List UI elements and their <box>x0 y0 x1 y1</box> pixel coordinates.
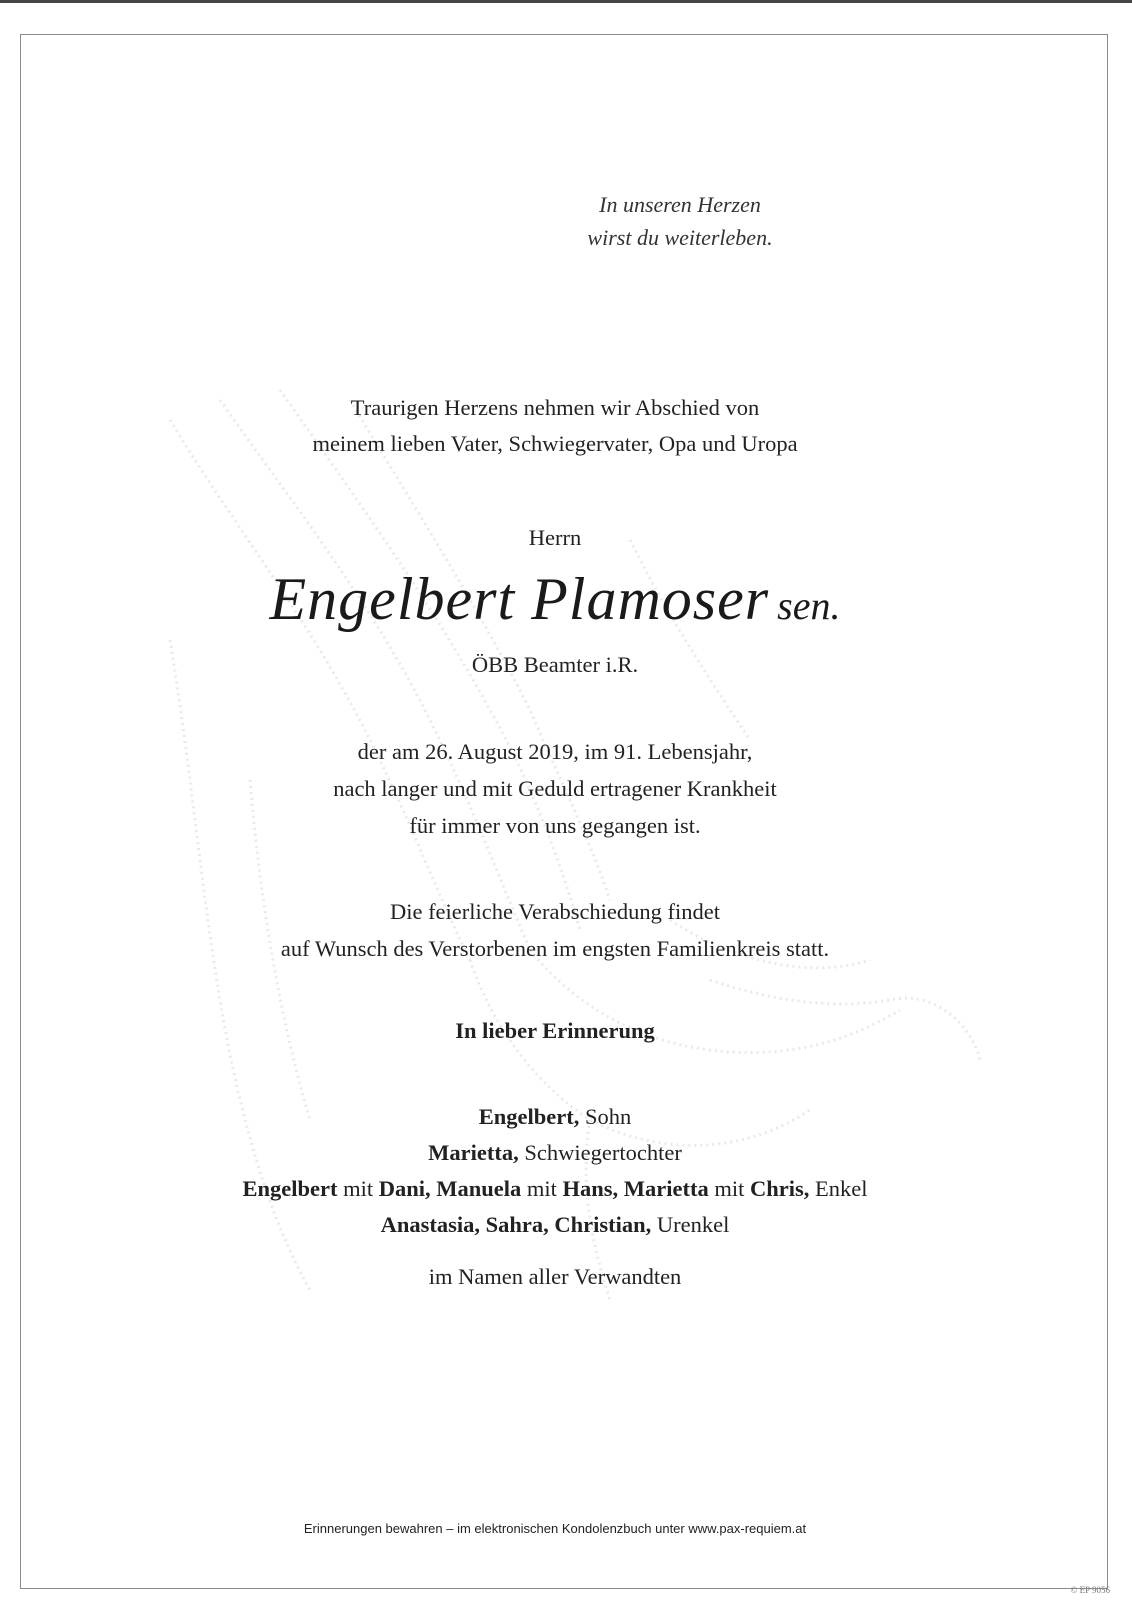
family-row-son <box>0 1099 1110 1135</box>
family-connector: mit <box>337 1176 379 1201</box>
family-role: Enkel <box>809 1176 868 1201</box>
deceased-name-suffix: sen. <box>777 583 841 628</box>
ceremony-notice <box>0 893 1110 967</box>
intro-line-2: meinem lieben Vater, Schwiegervater, Opa und Uropa <box>312 431 798 456</box>
family-name: Engelbert, <box>478 1104 580 1129</box>
family-name: Engelbert <box>242 1176 338 1201</box>
closing-line: im Namen aller Verwandten <box>428 1264 682 1289</box>
family-role: Schwiegertochter <box>518 1140 682 1165</box>
motto-line-2: wirst du weiterleben. <box>587 225 773 250</box>
ceremony-line-1: Die feierliche Verabschiedung findet <box>389 899 721 924</box>
print-code: © EP 9056 <box>1070 1585 1110 1595</box>
family-row-grandchildren <box>0 1171 1110 1207</box>
family-name: Anastasia, Sahra, Christian, <box>380 1212 652 1237</box>
family-name: Marietta, <box>428 1140 519 1165</box>
intro-text <box>0 390 1110 462</box>
deceased-name <box>0 565 1110 634</box>
family-list <box>0 1099 1110 1243</box>
death-notice <box>0 733 1110 844</box>
salutation: Herrn <box>528 525 582 550</box>
family-connector: mit <box>521 1176 563 1201</box>
family-row-daughter-in-law <box>0 1135 1110 1171</box>
deceased-full-name: Engelbert Plamoser <box>269 566 770 632</box>
family-row-great-grandchildren <box>0 1207 1110 1243</box>
family-name: Dani, Manuela <box>378 1176 522 1201</box>
intro-line-1: Traurigen Herzens nehmen wir Abschied von <box>350 395 760 420</box>
family-name: Chris, <box>750 1176 810 1201</box>
footer-note: Erinnerungen bewahren – im elektronischen Kondolenzbuch unter www.pax-requiem.at <box>303 1521 807 1536</box>
death-line-1: der am 26. August 2019, im 91. Lebensjahr, <box>357 739 753 764</box>
top-rule <box>0 0 1132 3</box>
memory-heading: In lieber Erinnerung <box>455 1018 655 1043</box>
motto-quote <box>560 188 800 254</box>
motto-line-1: In unseren Herzen <box>599 192 761 217</box>
family-role: Urenkel <box>651 1212 730 1237</box>
family-connector: mit <box>708 1176 751 1201</box>
family-name: Hans, Marietta <box>562 1176 709 1201</box>
ceremony-line-2: auf Wunsch des Verstorbenen im engsten Familienkreis statt. <box>280 936 830 961</box>
deceased-occupation: ÖBB Beamter i.R. <box>471 652 639 677</box>
death-line-2: nach langer und mit Geduld ertragener Krankheit <box>333 776 777 801</box>
family-role: Sohn <box>579 1104 632 1129</box>
death-line-3: für immer von uns gegangen ist. <box>409 813 701 838</box>
